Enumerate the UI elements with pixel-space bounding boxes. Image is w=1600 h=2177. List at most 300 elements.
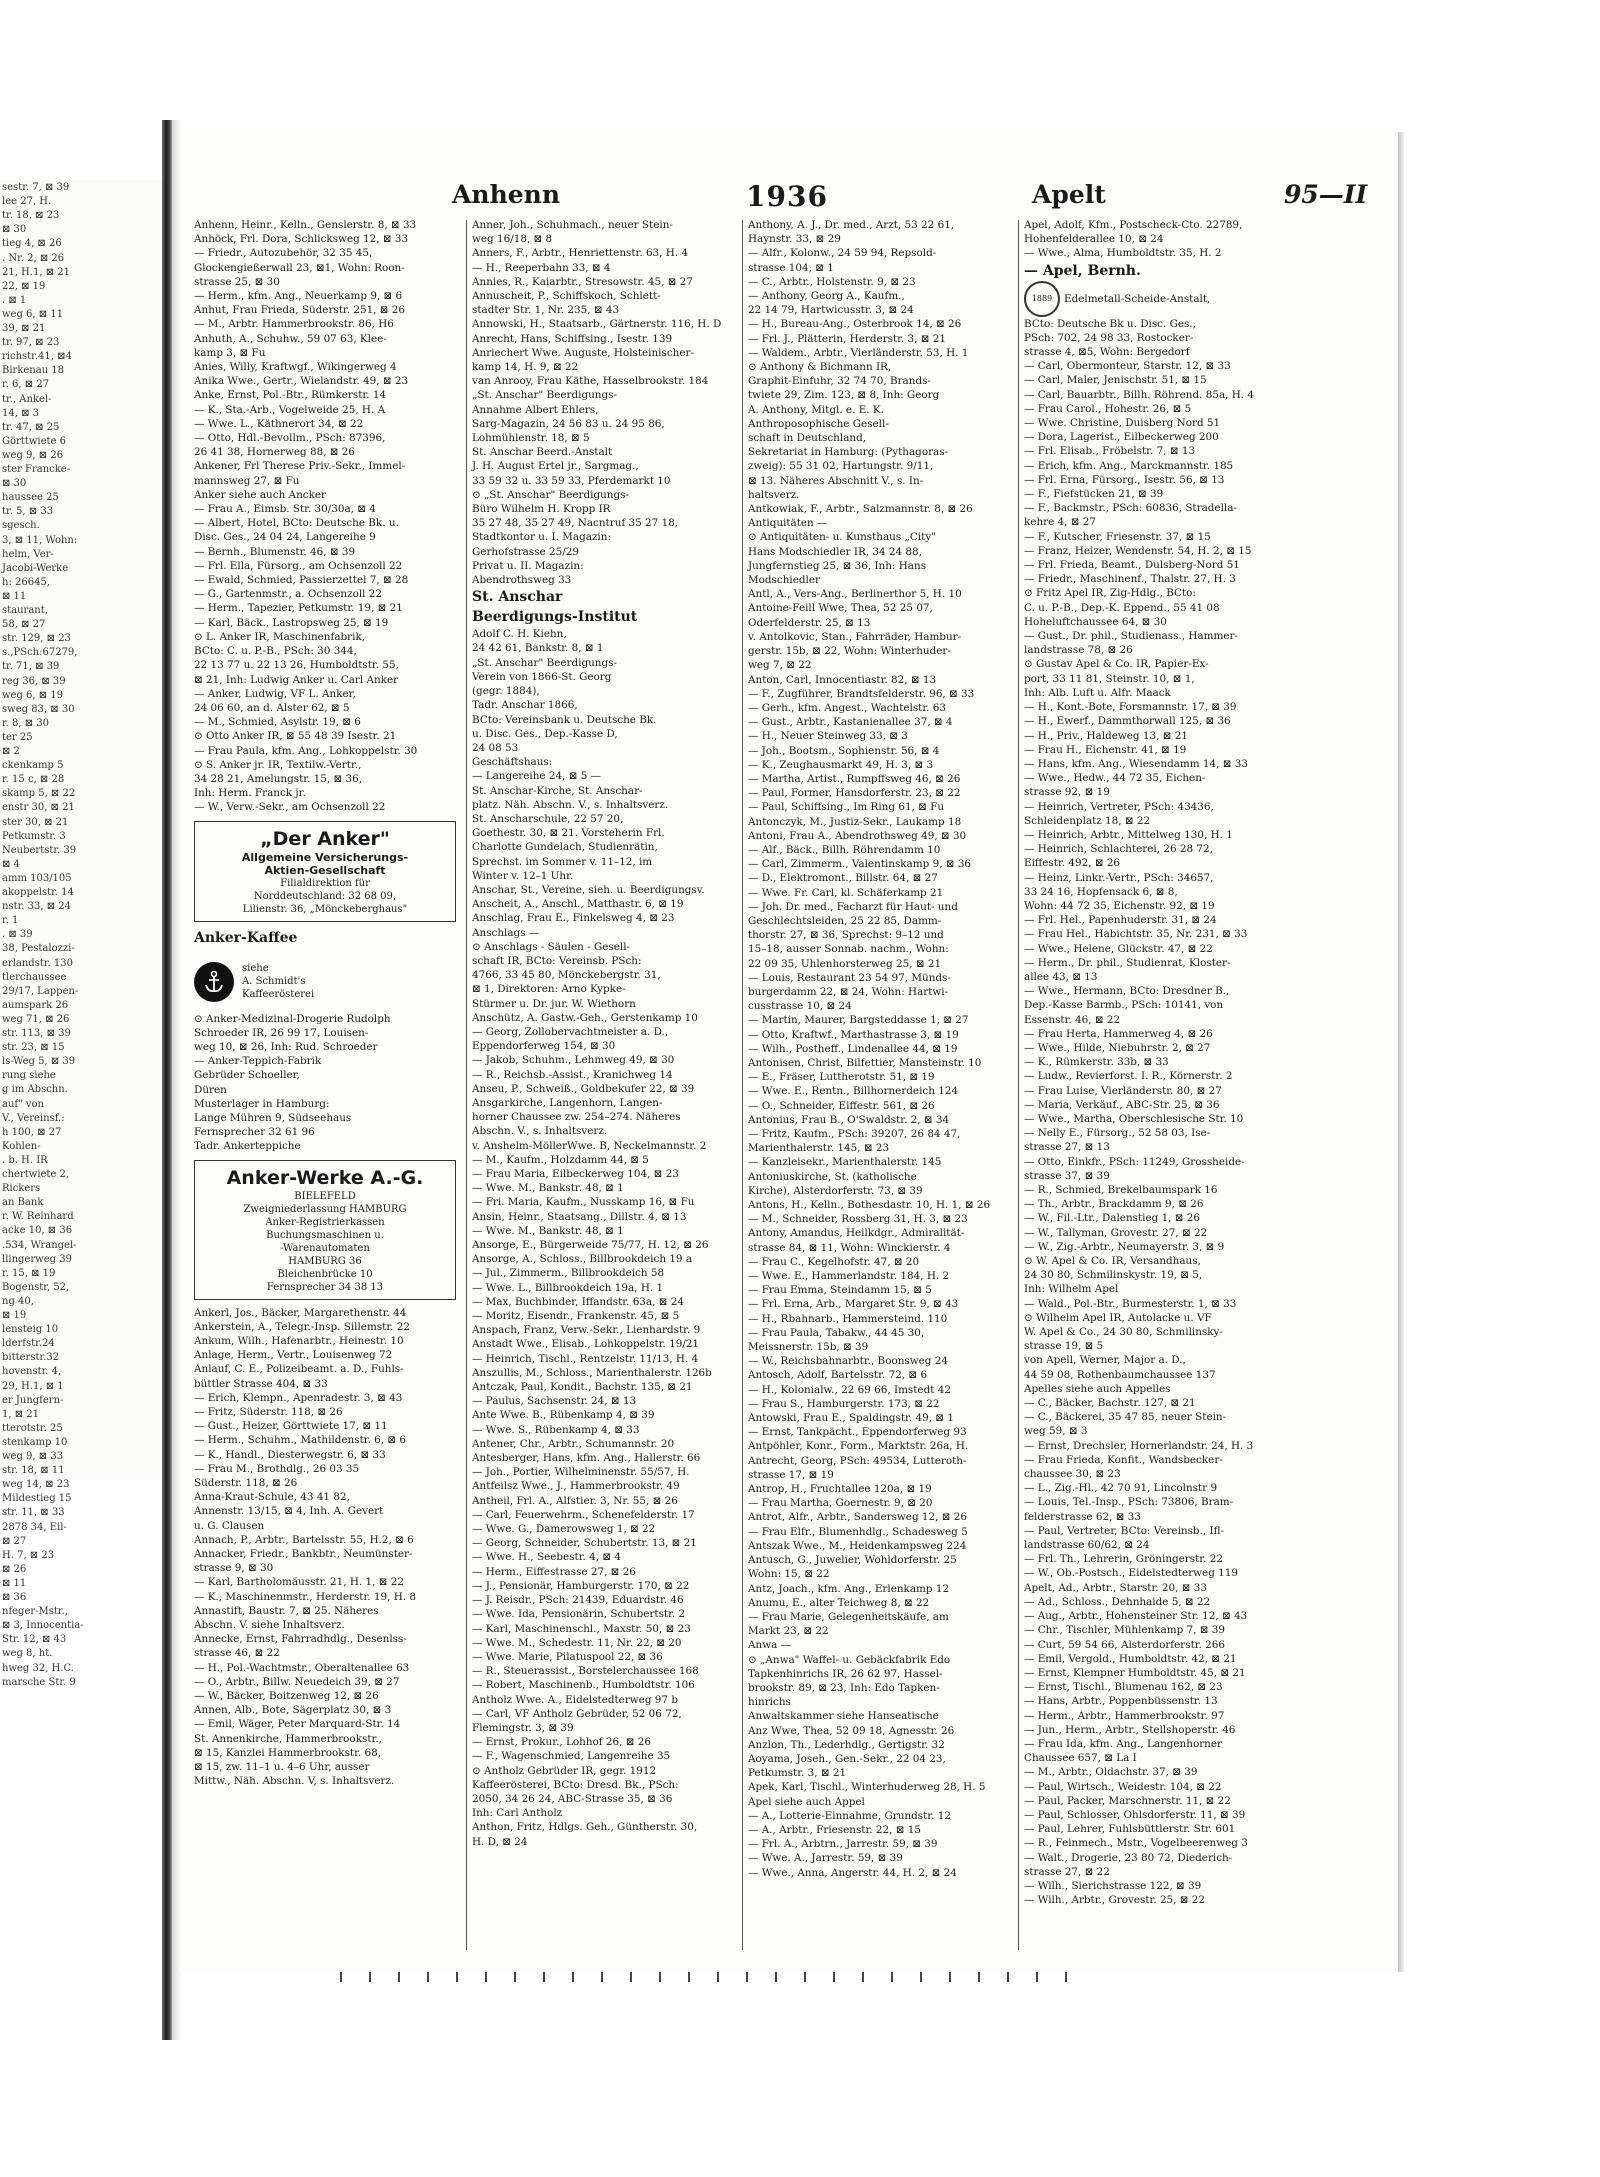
directory-entry: Annach, P., Arbtr., Bartelsstr. 55, H.2, ⊠ 6 <box>194 1533 414 1546</box>
edge-tick <box>1007 1972 1009 1982</box>
directory-entry: Apelles siehe auch Appelles <box>1024 1382 1171 1395</box>
directory-entry: — Frau Paula, kfm. Ang., Lohkoppelstr. 30 <box>194 744 418 757</box>
directory-entry: — C., Arbtr., Holstenstr. 9, ⊠ 23 <box>748 275 916 288</box>
directory-entry: Antpöhler, Konr., Form., Marktstr. 26a, H. <box>748 1440 969 1453</box>
directory-entry: H. D, ⊠ 24 <box>472 1835 528 1848</box>
header-last-entry: Apelt <box>1032 180 1106 209</box>
directory-entry: — Frl. Hel., Papenhuderstr. 31, ⊠ 24 <box>1024 914 1217 927</box>
directory-entry: Antons, H., Kelln., Bothesdastr. 10, H. 1, ⊠ 26 <box>748 1199 991 1212</box>
directory-entry: — Joh., Bootsm., Sophienstr. 56, ⊠ 4 <box>748 744 940 757</box>
directory-entry: — Apel, Bernh. <box>1024 262 1141 279</box>
directory-entry: Annuscheit, P., Schiffskoch, Schlett- <box>472 290 661 303</box>
previous-page-fragment: tr. 97, ⊠ 23 <box>2 337 60 349</box>
directory-entry: — Martha, Artist., Rumpffsweg 46, ⊠ 26 <box>748 772 961 785</box>
ad-anker-werke <box>194 1160 456 1300</box>
directory-entry: — Ernst, Klempner Humboldtstr. 45, ⊠ 21 <box>1024 1666 1246 1679</box>
previous-page-fragment: h 100, ⊠ 27 <box>2 1126 62 1138</box>
directory-entry: — Gerh., kfm. Angest., Wachtelstr. 63 <box>748 701 947 714</box>
directory-entry: — Wwe., Alma, Humboldtstr. 35, H. 2 <box>1024 247 1222 260</box>
directory-entry: — M., Kaufm., Holzdamm 44, ⊠ 5 <box>472 1153 649 1166</box>
directory-entry: — Karl, Maschinenschl., Maxstr. 50, ⊠ 23 <box>472 1622 691 1635</box>
directory-entry: Anlage, Herm., Vertr., Louisenweg 72 <box>194 1349 393 1362</box>
previous-page-fragment: Jacobi-Werke <box>2 562 69 574</box>
directory-entry: strasse 9, ⊠ 30 <box>194 1562 274 1575</box>
directory-entry: — Joh., Portier, Wilhelminenstr. 55/57, H. <box>472 1466 690 1479</box>
directory-entry: Sekretariat in Hamburg: (Pythagoras- <box>748 446 949 459</box>
directory-entry: — Karl, Bäck., Lastropsweg 25, ⊠ 19 <box>194 616 389 629</box>
directory-entry: 22 09 35, Uhlenhorsterweg 25, ⊠ 21 <box>748 957 942 970</box>
directory-entry: — Wwe., Hermann, BCto: Dresdner B., <box>1024 985 1230 998</box>
directory-entry: — Waldem., Arbtr., Vierländerstr. 53, H. 1 <box>748 346 969 359</box>
directory-entry: Antiquitäten — <box>748 517 828 530</box>
directory-entry: Antony, Amandus, Heilkdgr., Admiralität- <box>748 1227 965 1240</box>
directory-entry: 24 08 53 <box>472 741 519 754</box>
directory-entry: kamp 14, H. 9, ⊠ 22 <box>472 361 579 374</box>
previous-page-fragment: an Bank <box>2 1197 44 1209</box>
previous-page-fragment: tr. 18, ⊠ 23 <box>2 210 60 222</box>
directory-entry: — Frau Luise, Vierländerstr. 80, ⊠ 27 <box>1024 1084 1222 1097</box>
previous-page-fragment: er Jungfern- <box>2 1394 64 1406</box>
directory-entry: strasse 92, ⊠ 19 <box>1024 786 1110 799</box>
directory-entry: Anz Wwe, Thea, 52 09 18, Agnesstr. 26 <box>748 1724 955 1737</box>
directory-entry: — Frau Maria, Eilbeckerweg 104, ⊠ 23 <box>472 1168 679 1180</box>
directory-entry: 35 27 48, 35 27 49, Nacntruf 35 27 18, <box>472 517 679 530</box>
edge-tick <box>630 1972 632 1982</box>
directory-entry: Annastift, Baustr. 7, ⊠ 25. Näheres <box>194 1604 379 1617</box>
directory-entry: — A., Lotterie-Einnahme, Grundstr. 12 <box>748 1809 951 1822</box>
edge-tick <box>717 1972 719 1982</box>
directory-entry: Antrecht, Georg, PSch: 49534, Lutteroth- <box>748 1454 967 1467</box>
directory-entry: — Frl. Ella, Fürsorg., am Ochsenzoll 22 <box>194 559 403 572</box>
directory-entry: — Th., Arbtr., Brackdamm 9, ⊠ 26 <box>1024 1198 1204 1211</box>
directory-entry: — Frau M., Brothdlg., 26 03 35 <box>194 1462 360 1475</box>
directory-entry: landstrasse 78, ⊠ 26 <box>1024 644 1133 657</box>
previous-page-fragment: 2878 34, Eil- <box>2 1521 67 1533</box>
directory-entry: Anstadt Wwe., Elisab., Lohkoppelstr. 19/21 <box>472 1338 700 1351</box>
directory-entry: — Franz, Heizer, Wendenstr. 54, H. 2, ⊠ 15 <box>1024 544 1252 557</box>
directory-entry: — Jakob, Schuhm., Lehmweg 49, ⊠ 30 <box>472 1054 675 1067</box>
directory-entry: Haynstr. 33, ⊠ 29 <box>748 233 841 246</box>
directory-entry: schaft in Deutschland, <box>748 432 867 445</box>
ad-line: Kaffeerösterei <box>242 989 315 1001</box>
directory-entry: PSch: 702, 24 98 33, Rostocker- <box>1024 331 1194 344</box>
previous-page-fragment: weg 71, ⊠ 26 <box>2 1013 70 1025</box>
directory-entry: Inh: Alb. Luft u. Alfr. Maack <box>1024 686 1171 699</box>
previous-page-fragment: ⊠ 11 <box>2 590 27 602</box>
edge-tick <box>746 1972 748 1982</box>
directory-entry: St. Anschar <box>472 589 563 606</box>
previous-page-fragment: str. 11, ⊠ 33 <box>2 1507 65 1519</box>
previous-page-fragment: akoppelstr. 14 <box>2 887 74 898</box>
column-divider <box>742 220 743 1950</box>
directory-entry: — Bernh., Blumenstr. 46, ⊠ 39 <box>194 545 356 558</box>
directory-entry: St. Anscharschule, 22 57 20, <box>472 812 624 825</box>
directory-entry: — Wwe. M., Schedestr. 11, Nr. 22, ⊠ 20 <box>472 1636 682 1649</box>
directory-entry: ⊙ „Anwa" Waffel- u. Gebäckfabrik Edo <box>748 1653 951 1666</box>
previous-page-fragment: tr., Ankel- <box>2 393 52 405</box>
directory-entry: Wohn: 15, ⊠ 22 <box>748 1568 830 1581</box>
directory-entry: ⊙ Otto Anker IR, ⊠ 55 48 39 Isestr. 21 <box>194 730 397 743</box>
directory-entry: — R., Reichsb.-Assist., Kranichweg 14 <box>472 1068 673 1081</box>
previous-page-fragment: h: 26645, <box>2 576 50 588</box>
anchor-icon <box>194 962 234 1002</box>
directory-entry: ⊙ Wilhelm Apel IR, Autolacke u. VF <box>1024 1311 1212 1324</box>
previous-page-fragment: Birkenau 18 <box>2 365 65 377</box>
directory-entry: — Karl, Bartholomäusstr. 21, H. 1, ⊠ 22 <box>194 1576 404 1589</box>
directory-entry: — K., Handl., Diesterwegstr. 6, ⊠ 33 <box>194 1448 386 1461</box>
directory-entry: Anlauf, C. E., Polizeibeamt. a. D., Fuhls- <box>194 1363 404 1376</box>
directory-entry: ⊙ Antiquitäten- u. Kunsthaus „City" <box>748 531 936 544</box>
directory-entry: — Frau Elfr., Blumenhdlg., Schadesweg 5 <box>748 1525 968 1538</box>
directory-entry: — Wwe. E., Hammerlandstr. 184, H. 2 <box>748 1270 950 1283</box>
previous-page-fragment: ⊠ 26 <box>2 1563 27 1575</box>
directory-entry: Abschn. V., s. Inhaltsverz. <box>472 1125 608 1138</box>
directory-entry: — Wwe. Christine, Duisberg Nord 51 <box>1024 417 1221 430</box>
directory-entry: — Gust., Arbtr., Kastanienallee 37, ⊠ 4 <box>748 716 953 729</box>
directory-entry: weg 59, ⊠ 3 <box>1024 1425 1088 1438</box>
directory-entry: „St. Anschar" Beerdigungs- <box>472 389 617 402</box>
directory-entry: Antl, A., Vers-Ang., Berlinerthor 5, H. 10 <box>748 588 962 601</box>
previous-page-fragment: . ⊠ 1 <box>2 294 27 306</box>
previous-page-fragment: g im Abschn. <box>2 1084 68 1096</box>
directory-entry: strasse 46, ⊠ 22 <box>194 1647 280 1660</box>
directory-entry: gerstr. 15b, ⊠ 22, Wohn: Winterhuder- <box>748 645 951 658</box>
directory-entry: — Frau Martha, Goernestr. 9, ⊠ 20 <box>748 1497 933 1510</box>
directory-entry: Disc. Ges., 24 04 24, Langereihe 9 <box>194 531 376 544</box>
ad-der-anker <box>194 821 456 922</box>
previous-page-fragment: str. 18, ⊠ 11 <box>2 1465 65 1477</box>
previous-page-fragment: 22, ⊠ 19 <box>2 280 46 292</box>
directory-entry: — F., Zugführer, Brandtsfelderstr. 96, ⊠ 33 <box>748 687 975 700</box>
directory-entry: — M., Schneider, Rossberg 31, H. 3, ⊠ 23 <box>748 1213 968 1226</box>
directory-entry: — Erich, kfm. Ang., Marckmannstr. 185 <box>1024 459 1234 472</box>
directory-entry: J. H. August Ertel jr., Sargmag., <box>472 460 639 473</box>
directory-entry: Kaffeerösterei, BCto: Dresd. Bk., PSch: <box>472 1778 679 1791</box>
header-first-entry: Anhenn <box>452 180 561 209</box>
directory-entry: — Louis, Restaurant 23 54 97, Münds- <box>748 971 951 984</box>
directory-entry: — Frau Frieda, Konfit., Wandsbecker- <box>1024 1453 1223 1466</box>
edge-tick <box>398 1972 400 1982</box>
directory-entry: — A., Arbtr., Friesenstr. 22, ⊠ 15 <box>748 1823 921 1836</box>
previous-page-fragment: skamp 5, ⊠ 22 <box>2 788 76 800</box>
directory-entry: Adolf C. H. Kiehn, <box>472 628 567 641</box>
directory-entry: Flemingstr. 3, ⊠ 39 <box>472 1721 574 1734</box>
directory-entry: Büro Wilhelm H. Kropp IR <box>472 503 611 516</box>
directory-entry: — Herm., kfm. Ang., Neuerkamp 9, ⊠ 6 <box>194 290 403 303</box>
previous-page-fragment: tr. 5, ⊠ 33 <box>2 506 54 518</box>
directory-entry: — Ernst, Tankpächt., Eppendorferweg 93 <box>748 1426 967 1439</box>
edge-tick <box>485 1972 487 1982</box>
directory-entry: Anthroposophische Gesell- <box>748 417 889 430</box>
directory-entry: — Friedr., Maschinenf., Thalstr. 27, H. 3 <box>1024 573 1236 586</box>
directory-entry: — Herm., Dr. phil., Studienrat, Kloster- <box>1024 956 1231 969</box>
directory-entry: St. Anschar-Kirche, St. Anschar- <box>472 784 643 797</box>
previous-page-fragment: Bogenstr, 52, <box>2 1281 70 1293</box>
directory-entry: ⊙ S. Anker jr. IR, Textilw.-Vertr., <box>194 758 362 771</box>
directory-entry: W. Apel & Co., 24 30 80, Schmilinsky- <box>1024 1326 1223 1339</box>
directory-entry: — Otto, Kraftwf., Marthastrasse 3, ⊠ 19 <box>748 1028 959 1041</box>
previous-page-fragment: ckenkamp 5 <box>2 760 64 772</box>
directory-entry: Meissnerstr. 15b, ⊠ 39 <box>748 1341 869 1354</box>
ad-line: Norddeutschland: 32 68 09, <box>253 890 397 902</box>
ad-line: Fernsprecher 34 38 13 <box>266 1281 384 1293</box>
previous-page-fragment: Görttwiete 6 <box>2 435 66 447</box>
directory-entry: strasse 27, ⊠ 22 <box>1024 1865 1110 1878</box>
previous-page-fragment: ls-Weg 5, ⊠ 39 <box>2 1056 76 1068</box>
directory-entry: — Wwe. S., Rübenkamp 4, ⊠ 33 <box>472 1423 640 1436</box>
directory-entry: — Frl. A., Arbtrn., Jarrestr. 59, ⊠ 39 <box>748 1838 938 1851</box>
directory-entry: BCto: Vereinsbank u. Deutsche Bk. <box>472 713 657 726</box>
directory-entry: — Frl. J., Plätterin, Herderstr. 3, ⊠ 21 <box>748 332 946 345</box>
directory-entry: cusstrasse 10, ⊠ 24 <box>748 1000 852 1013</box>
directory-entry: ⊙ Fritz Apel IR, Zig-Hdlg., BCto: <box>1024 587 1196 600</box>
directory-entry: — Friedr., Autozubehör, 32 35 45, <box>194 247 373 260</box>
column-2 <box>472 218 734 1958</box>
directory-entry: — Ernst, Tischl., Blumenau 162, ⊠ 23 <box>1024 1681 1223 1694</box>
directory-entry: Antszak Wwe., M., Heidenkampsweg 224 <box>748 1539 967 1552</box>
directory-entry: — Otto, Hdl.-Bevollm., PSch: 87396, <box>194 432 386 445</box>
directory-entry: Antonczyk, M., Justiz-Sekr., Laukamp 18 <box>748 815 962 828</box>
previous-page-fragment: . b. H. IR <box>2 1154 48 1166</box>
directory-entry: 22 14 79, Hartwicusstr. 3, ⊠ 24 <box>748 304 914 317</box>
previous-page-fragment: hovenstr. 4, <box>2 1366 62 1378</box>
directory-entry: — Anthony, Georg A., Kaufm., <box>748 290 905 303</box>
directory-entry: strasse 37, ⊠ 39 <box>1024 1169 1110 1182</box>
directory-entry: ⊙ Anschlags - Säulen - Gesell- <box>472 940 631 953</box>
directory-entry: Antrot, Alfr., Arbtr., Sandersweg 12, ⊠ 26 <box>748 1511 967 1524</box>
directory-entry: — W., Ob.-Postsch., Eidelstedterweg 119 <box>1024 1567 1238 1580</box>
ad-anker-kaffee <box>194 954 456 1006</box>
directory-entry: — Kanzleisekr., Marienthalerstr. 145 <box>748 1156 942 1169</box>
previous-page-fragment: ⊠ 19 <box>2 1310 27 1321</box>
directory-entry: Ansorge, E., Bürgerweide 75/77, H. 12, ⊠ 26 <box>472 1239 709 1252</box>
directory-entry: 24 06 60, an d. Alster 62, ⊠ 5 <box>194 701 350 714</box>
directory-entry: Ankum, Wilh., Hafenarbtr., Heinestr. 10 <box>194 1334 404 1347</box>
previous-page-fragment: erlandstr. 130 <box>2 957 73 969</box>
ad-line: Filialdirektion für <box>280 877 370 889</box>
directory-entry: — H., Pol.-Wachtmstr., Oberaltenallee 63 <box>194 1661 410 1674</box>
directory-entry: (gegr. 1884), <box>472 685 540 698</box>
directory-entry: 24 42 61, Bankstr. 8, ⊠ 1 <box>472 642 604 655</box>
directory-entry: — Heinrich, Tischl., Rentzelstr. 11/13, H. 4 <box>472 1352 699 1365</box>
previous-page-fragment: helm, Ver- <box>2 548 54 560</box>
previous-page-fragment: lderfstr.24 <box>2 1338 55 1350</box>
directory-entry: — Wwe. M., Bankstr. 48, ⊠ 1 <box>472 1224 624 1237</box>
directory-entry: — D., Elektromont., Billstr. 64, ⊠ 27 <box>748 872 938 885</box>
directory-entry: Antowski, Frau E., Spaldingstr. 49, ⊠ 1 <box>748 1412 954 1425</box>
directory-entry: haltsverz. <box>748 488 800 501</box>
ad-line: Zweigniederlassung HAMBURG <box>243 1203 407 1215</box>
directory-entry: — Fritz, Kaufm., PSch: 39207, 26 84 47, <box>748 1128 961 1140</box>
previous-page-fragment: tlerchaussee <box>2 971 67 983</box>
directory-entry: Anschar, St., Vereine, sieh. u. Beerdigungsv. <box>472 883 705 896</box>
directory-entry: Antusch, G., Juwelier, Wohldorferstr. 25 <box>748 1554 957 1567</box>
previous-page-fragment: 39, ⊠ 21 <box>2 323 46 334</box>
directory-entry: Tadr. Ankerteppiche <box>194 1140 301 1153</box>
previous-page-fragment: . Nr. 2, ⊠ 26 <box>2 252 65 264</box>
directory-entry: Anschlags — <box>472 926 540 939</box>
previous-page-fragment: V., Vereinsf.: <box>2 1112 65 1124</box>
ad-line: BIELEFELD <box>294 1190 356 1202</box>
directory-entry: — C., Bäcker, Bachstr. 127, ⊠ 21 <box>1024 1397 1196 1410</box>
hallmark-seal-icon: 1889 <box>1024 281 1060 317</box>
directory-entry: — Frl. Erna, Arb., Margaret Str. 9, ⊠ 43 <box>748 1298 959 1311</box>
directory-entry: — Heinz, Linkr.-Vertr., PSch: 34657, <box>1024 871 1214 884</box>
directory-entry: brookstr. 89, ⊠ 23, Inh: Edo Tapken- <box>748 1681 940 1694</box>
previous-page-fragment: staurant, <box>2 605 48 616</box>
directory-entry: Beerdigungs-Institut <box>472 609 638 626</box>
directory-entry: — Heinrich, Schlachterei, 26 28 72, <box>1024 843 1213 856</box>
ad-line: HAMBURG 36 <box>288 1255 362 1267</box>
directory-entry: — H., Priv., Haldeweg 13, ⊠ 21 <box>1024 729 1188 742</box>
directory-entry: — Carl, Zimmerm., Valentinskamp 9, ⊠ 36 <box>748 858 972 871</box>
directory-entry: strasse 84, ⊠ 11, Wohn: Winckierstr. 4 <box>748 1241 951 1254</box>
directory-entry: — W., Reichsbahnarbtr., Boonsweg 24 <box>748 1355 948 1368</box>
directory-entry: Jungfernstieg 25, ⊠ 36, Inh: Hans <box>748 559 927 572</box>
directory-entry: — Fri. Maria, Kaufm., Nusskamp 16, ⊠ Fu <box>472 1196 695 1209</box>
ad-line: A. Schmidt's <box>242 976 306 988</box>
directory-entry: mannsweg 27, ⊠ Fu <box>194 474 300 487</box>
directory-entry: Graphit-Einfuhr, 32 74 70, Brands- <box>748 375 931 388</box>
directory-entry: ⊙ W. Apel & Co. IR, Versandhaus, <box>1024 1255 1201 1268</box>
directory-entry: Anwa — <box>748 1639 791 1652</box>
directory-entry: Abendrothsweg 33 <box>472 574 572 587</box>
directory-entry: — Wwe. M., Bankstr. 48, ⊠ 1 <box>472 1182 624 1195</box>
header-year: 1936 <box>746 180 828 213</box>
directory-entry: — Frau H., Eichenstr. 41, ⊠ 19 <box>1024 743 1187 756</box>
previous-page-fragment: weg 14, ⊠ 23 <box>2 1479 70 1491</box>
directory-entry: Antkowiak, F., Arbtr., Salzmannstr. 8, ⊠ 26 <box>748 503 973 516</box>
directory-entry: — Wilh., Arbtr., Grovestr. 25, ⊠ 22 <box>1024 1894 1206 1907</box>
directory-entry: Ansgarkirche, Langenhorn, Langen- <box>472 1096 663 1109</box>
directory-entry: Anseu, P., Schweiß., Goldbekufer 22, ⊠ 39 <box>472 1082 695 1095</box>
previous-page-fragment: ⊠ 2 <box>2 746 20 757</box>
directory-entry: — Fritz, Süderstr. 118, ⊠ 26 <box>194 1405 343 1418</box>
directory-entry: — Frau A., Eimsb. Str. 30/30a, ⊠ 4 <box>194 503 376 516</box>
directory-entry: Wohn: 44 72 35, Eichenstr. 92, ⊠ 19 <box>1024 899 1215 912</box>
page-edge-shadow <box>1398 132 1404 1972</box>
previous-page-fragment: tterotstr. 25 <box>2 1422 63 1434</box>
directory-entry: Antfeilsz Wwe., J., Hammerbrookstr. 49 <box>472 1480 680 1493</box>
edge-tick <box>514 1972 516 1982</box>
previous-page-fragment: lee 27, H. <box>2 196 52 208</box>
ad-line: Bleichenbrücke 10 <box>277 1268 373 1280</box>
directory-entry: Antonisen, Christ, Bilfettier, Mansteinstr. 10 <box>748 1056 982 1069</box>
directory-entry: strasse 4, ⊠5, Wohn: Bergedorf <box>1024 346 1190 359</box>
directory-entry: — Georg, Zollobervachtmeister a. D., <box>472 1025 669 1038</box>
directory-entry: Privat u. II. Magazin: <box>472 559 584 572</box>
directory-entry: hinrichs <box>748 1696 791 1709</box>
directory-entry: Aoyama, Joseh., Gen.-Sekr., 22 04 23, <box>748 1752 946 1765</box>
previous-page-edge <box>0 180 162 1688</box>
directory-entry: Inh: Carl Antholz <box>472 1807 563 1820</box>
directory-entry: — Carl, Feuerwehrm., Schenefelderstr. 17 <box>472 1508 695 1521</box>
directory-entry: Annies, R., Kaiarbtr., Stresowstr. 45, ⊠ 27 <box>472 275 693 288</box>
directory-entry: Hohenfelderallee 10, ⊠ 24 <box>1024 233 1164 246</box>
directory-entry: — Frau Herta, Hammerweg 4, ⊠ 26 <box>1024 1027 1213 1040</box>
directory-entry: — Paul, Vertreter, BCto: Vereinsb., Ifl- <box>1024 1524 1225 1537</box>
previous-page-fragment: sweg 83, ⊠ 30 <box>2 703 75 715</box>
directory-entry: Geschäftshaus: <box>472 756 553 769</box>
previous-page-fragment: ter 25 <box>2 731 33 743</box>
directory-entry: — Erich, Klempn., Apenradestr. 3, ⊠ 43 <box>194 1391 403 1404</box>
directory-entry: u. G. Clausen <box>194 1519 265 1532</box>
previous-page-fragment: str. 129, ⊠ 23 <box>2 633 71 645</box>
directory-entry: 44 59 08, Rothenbaumchaussee 137 <box>1024 1368 1216 1381</box>
directory-entry: Glockengießerwall 23, ⊠1, Wohn: Roon- <box>194 261 405 274</box>
previous-page-fragment: r. 1 <box>2 915 19 927</box>
directory-entry: ⊠ 13. Näheres Abschnitt V., s. In- <box>748 474 924 487</box>
previous-page-fragment: 29/17, Lappen- <box>2 985 79 997</box>
directory-entry: — Alf., Bäck., Billh. Röhrendamm 10 <box>748 843 941 856</box>
directory-entry: Anszullis, M., Schloss., Marienthalerstr. 126b <box>472 1366 712 1379</box>
directory-entry: Anika Wwe., Gertr., Wielandstr. 49, ⊠ 23 <box>194 375 409 388</box>
directory-entry: Antoni, Frau A., Abendrothsweg 49, ⊠ 30 <box>748 829 967 842</box>
directory-entry <box>1024 281 1286 317</box>
directory-entry: strasse 17, ⊠ 19 <box>748 1468 834 1481</box>
column-1 <box>194 218 456 1958</box>
directory-entry: — W., Verw.-Sekr., am Ochsenzoll 22 <box>194 801 386 814</box>
directory-entry: — Chr., Tischler, Mühlenkamp 7, ⊠ 39 <box>1024 1624 1226 1637</box>
directory-entry: — Martin, Maurer, Bargsteddasse 1, ⊠ 27 <box>748 1014 969 1027</box>
directory-entry: — H., Reeperbahn 33, ⊠ 4 <box>472 261 611 274</box>
directory-entry: Charlotte Gundelach, Studienrätin, <box>472 841 658 854</box>
directory-entry: Antczak, Paul, Kondit., Bachstr. 135, ⊠ 21 <box>472 1381 693 1394</box>
directory-entry: — Herm., Arbtr., Hammerbrookstr. 97 <box>1024 1709 1225 1722</box>
directory-entry: — Carl, Obermonteur, Starstr. 12, ⊠ 33 <box>1024 360 1231 373</box>
directory-entry: Anhenn, Heinr., Kelln., Genslerstr. 8, ⊠ 33 <box>194 219 417 231</box>
directory-entry: stadter Str. 1, Nr. 235, ⊠ 43 <box>472 304 620 317</box>
previous-page-fragment: r. W. Reinhard <box>2 1211 74 1223</box>
directory-entry: Eiffestr. 492, ⊠ 26 <box>1024 857 1121 870</box>
previous-page-fragment: ⊠ 11 <box>2 1577 27 1589</box>
directory-entry: Gerhofstrasse 25/29 <box>472 545 579 558</box>
anker-kaffee-body <box>194 962 456 1002</box>
directory-entry: — W., Zig.-Arbtr., Neumayerstr. 3, ⊠ 9 <box>1024 1240 1225 1253</box>
previous-page-fragment: ⊠ 4 <box>2 858 20 870</box>
directory-entry: Inh: Herm. Franck jr. <box>194 787 306 800</box>
previous-page-fragment: 1, ⊠ 21 <box>2 1408 40 1420</box>
directory-entry: strasse 19, ⊠ 5 <box>1024 1340 1104 1353</box>
directory-entry: 24 30 80, Schmilinskystr. 19, ⊠ 5, <box>1024 1269 1203 1282</box>
previous-page-fragment: sestr. 7, ⊠ 39 <box>2 182 70 193</box>
directory-entry: — H., Bureau-Ang., Osterbrook 14, ⊠ 26 <box>748 318 962 331</box>
column-divider <box>1018 220 1019 1950</box>
previous-page-fragment: . ⊠ 39 <box>2 929 33 941</box>
directory-entry: felderstrasse 62, ⊠ 33 <box>1024 1510 1141 1523</box>
edge-tick <box>601 1972 603 1982</box>
directory-entry: ⊠ 1, Direktoren: Arno Kypke- <box>472 983 626 996</box>
previous-page-fragment: H. 7, ⊠ 23 <box>2 1549 55 1561</box>
previous-page-fragment: ng 40, <box>2 1295 34 1307</box>
directory-entry: — Max, Buchbinder, Iffandstr. 63a, ⊠ 24 <box>472 1295 684 1308</box>
directory-entry: — Frl. Erna, Fürsorg., Isestr. 56, ⊠ 13 <box>1024 473 1225 486</box>
directory-entry: Sprechst. im Sommer v. 11–12, im <box>472 855 653 868</box>
directory-entry: — R., Feinmech., Mstr., Vogelbeerenweg 3 <box>1024 1837 1248 1850</box>
directory-entry: Dep.-Kasse Barmb., PSch: 10141, von <box>1024 999 1224 1012</box>
directory-entry: — Heinrich, Arbtr., Mittelweg 130, H. 1 <box>1024 828 1233 841</box>
edge-tick <box>572 1972 574 1982</box>
directory-entry: Anke, Ernst, Pol.-Btr., Rümkerstr. 14 <box>194 389 387 402</box>
directory-entry: Anna-Kraut-Schule, 43 41 82, <box>194 1491 350 1504</box>
directory-entry: — H., Kont.-Bote, Forsmannstr. 17, ⊠ 39 <box>1024 701 1237 714</box>
directory-entry: — Carl, VF Antholz Gebrüder, 52 06 72, <box>472 1707 682 1720</box>
directory-entry: zweig): 55 31 02, Hartungstr. 9/11, <box>748 460 934 473</box>
previous-page-fragment: richstr.41, ⊠4 <box>2 351 72 363</box>
directory-entry: Antz, Joach., kfm. Ang., Erlenkamp 12 <box>748 1582 950 1595</box>
directory-entry: — Paul, Former, Hansdorferstr. 23, ⊠ 22 <box>748 787 961 800</box>
directory-entry-text: Edelmetall-Scheide-Anstalt, <box>1064 292 1211 305</box>
